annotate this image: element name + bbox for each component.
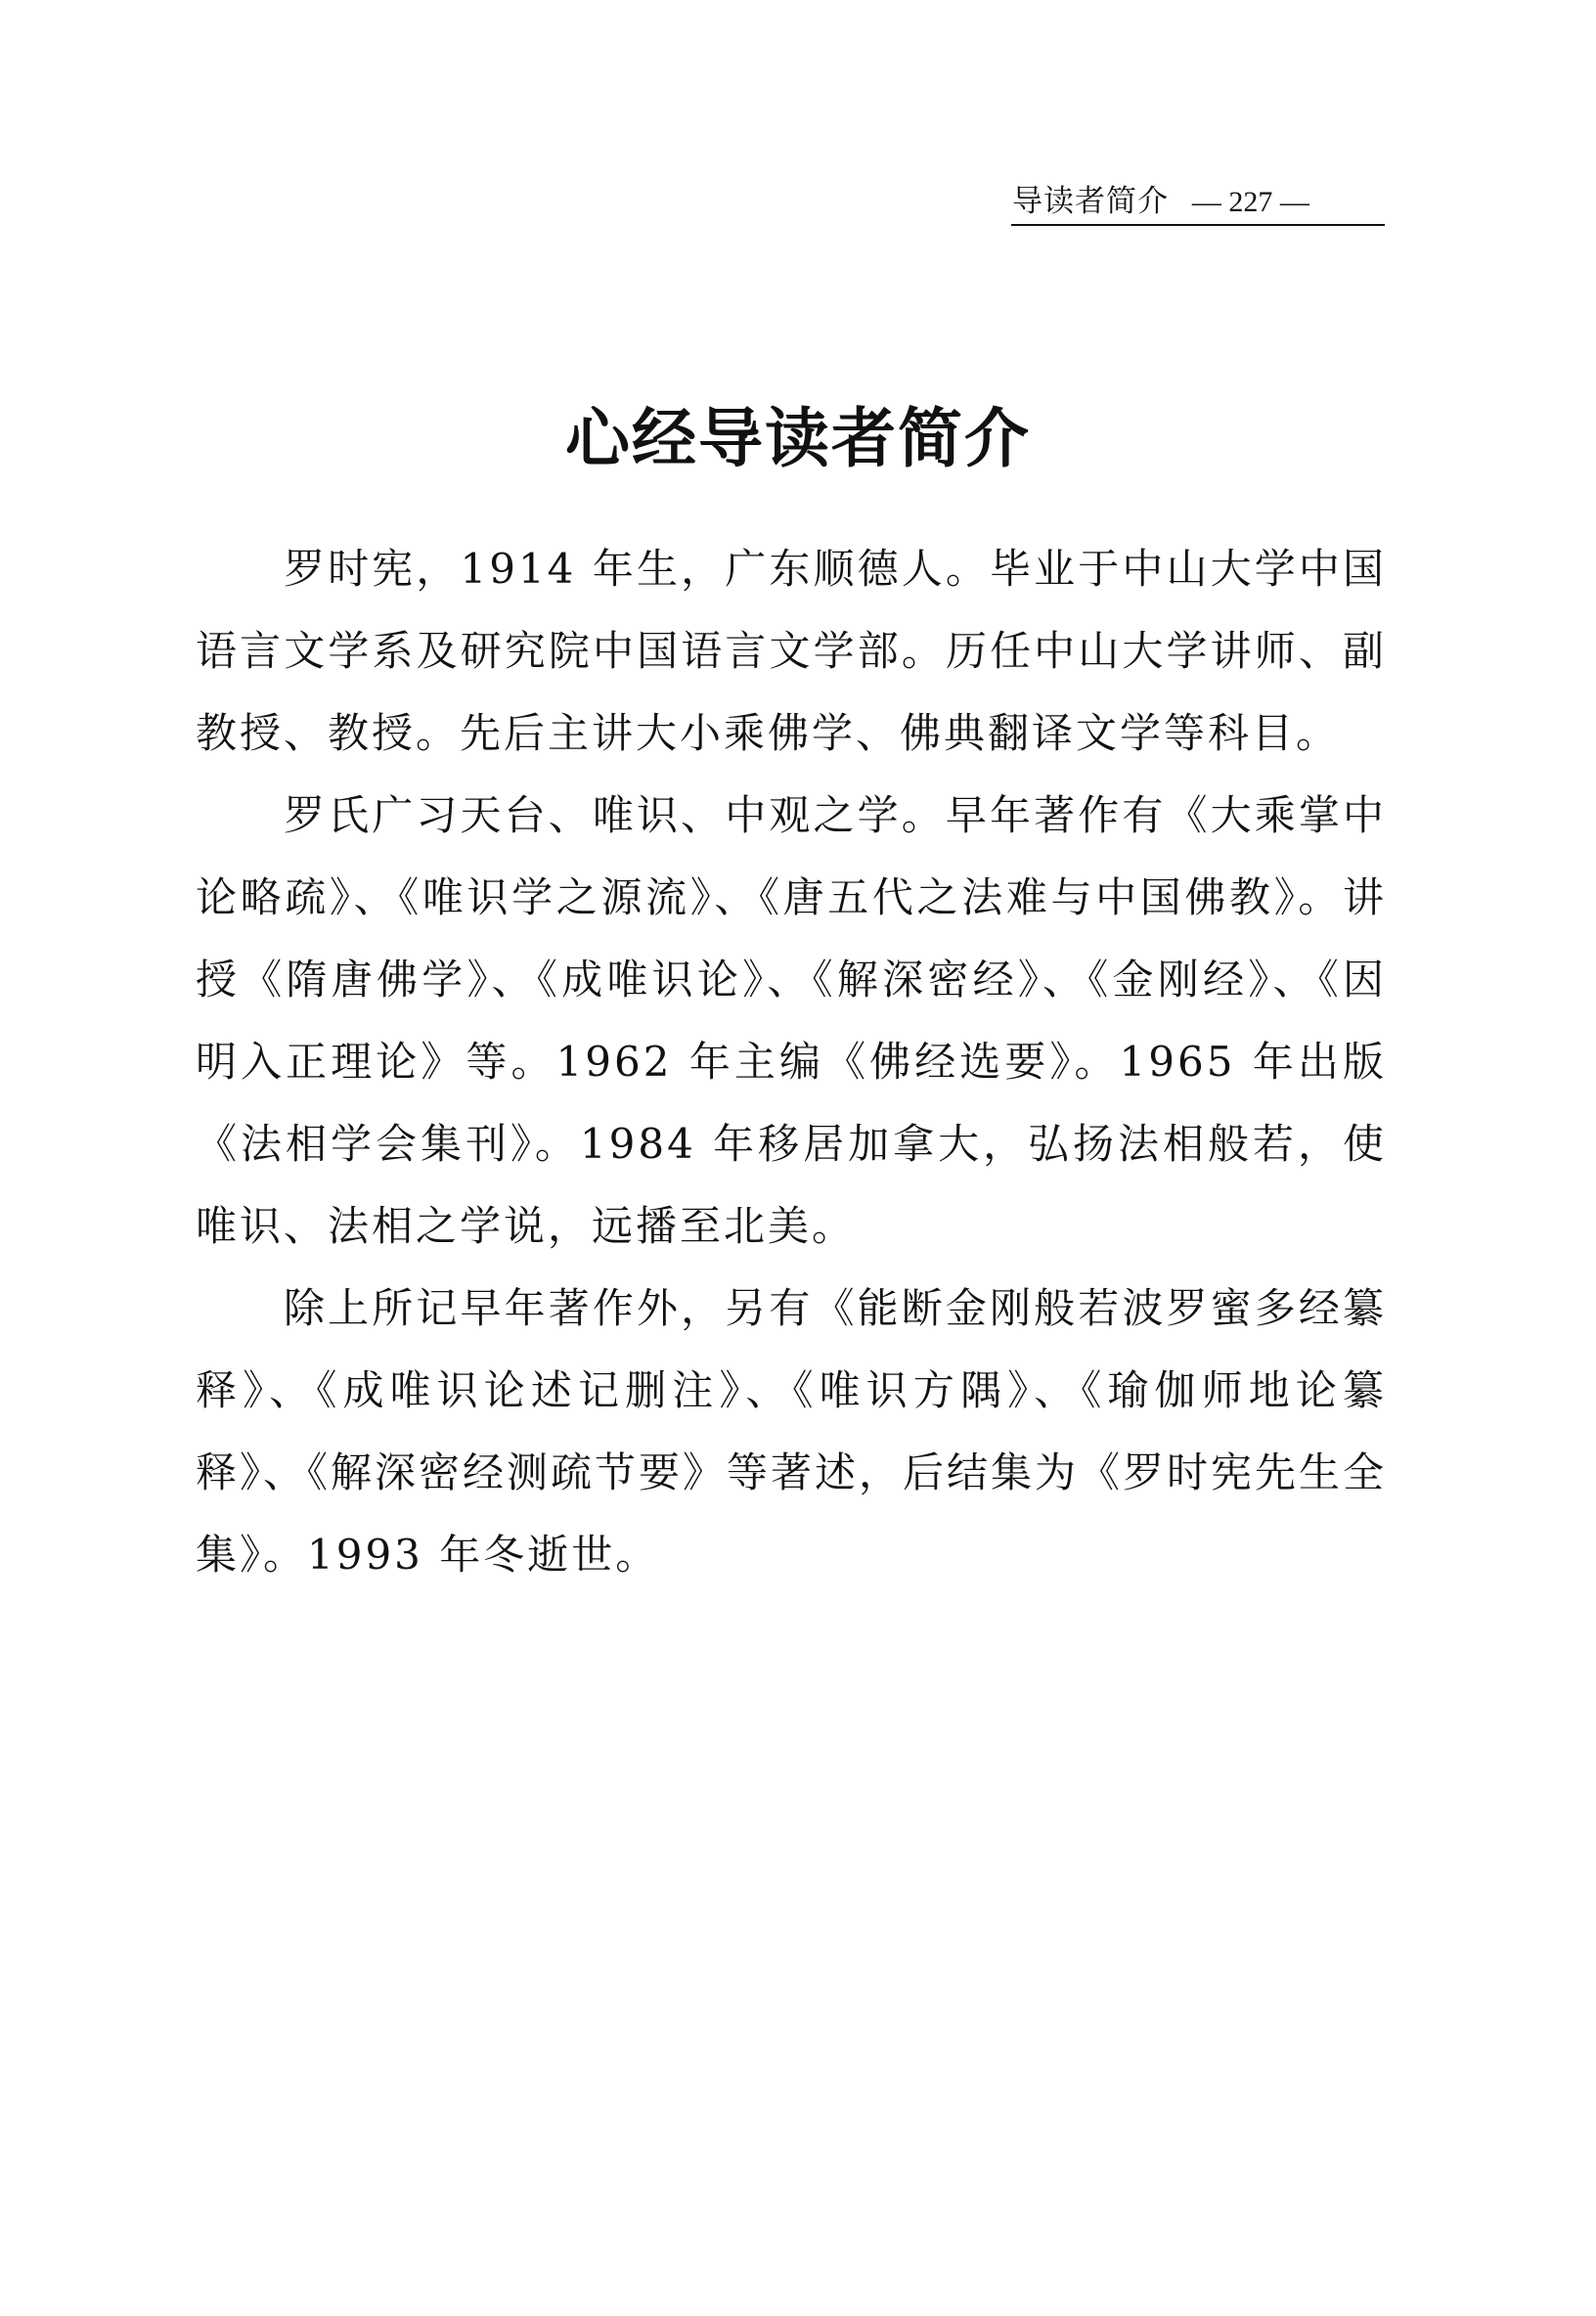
running-header-section-title: 导读者简介 <box>1012 184 1169 219</box>
page-number: — 227 — <box>1191 186 1309 218</box>
paragraph-scholarship: 罗氏广习天台、唯识、中观之学。早年著作有《大乘掌中论略疏》、《唯识学之源流》、《唐五代之法难与中国佛教》。讲授《隋唐佛学》、《成唯识论》、《解深密经》、《金刚经》、《因明入正理论》等。1962 年主编《佛经选要》。1965 年出版《法相学会集刊》。1984 年移居加拿大，弘扬法相般若，使唯识、法相之学说，远播至北美。 <box>196 791 1387 1250</box>
page-title: 心经导读者简介 <box>565 401 1031 477</box>
header-rule <box>1011 224 1385 226</box>
running-header <box>1012 180 1384 223</box>
paragraph-later-works: 除上所记早年著作外，另有《能断金刚般若波罗蜜多经纂释》、《成唯识论述记删注》、《唯识方隅》、《瑜伽师地论纂释》、《解深密经测疏节要》等著述，后结集为《罗时宪先生全集》。1993 年冬逝世。 <box>196 1284 1388 1579</box>
paragraph-biography: 罗时宪，1914 年生，广东顺德人。毕业于中山大学中国语言文学系及研究院中国语言文学部。历任中山大学讲师、副教授、教授。先后主讲大小乘佛学、佛典翻译文学等科目。 <box>196 545 1387 757</box>
body-text <box>196 528 1387 1596</box>
